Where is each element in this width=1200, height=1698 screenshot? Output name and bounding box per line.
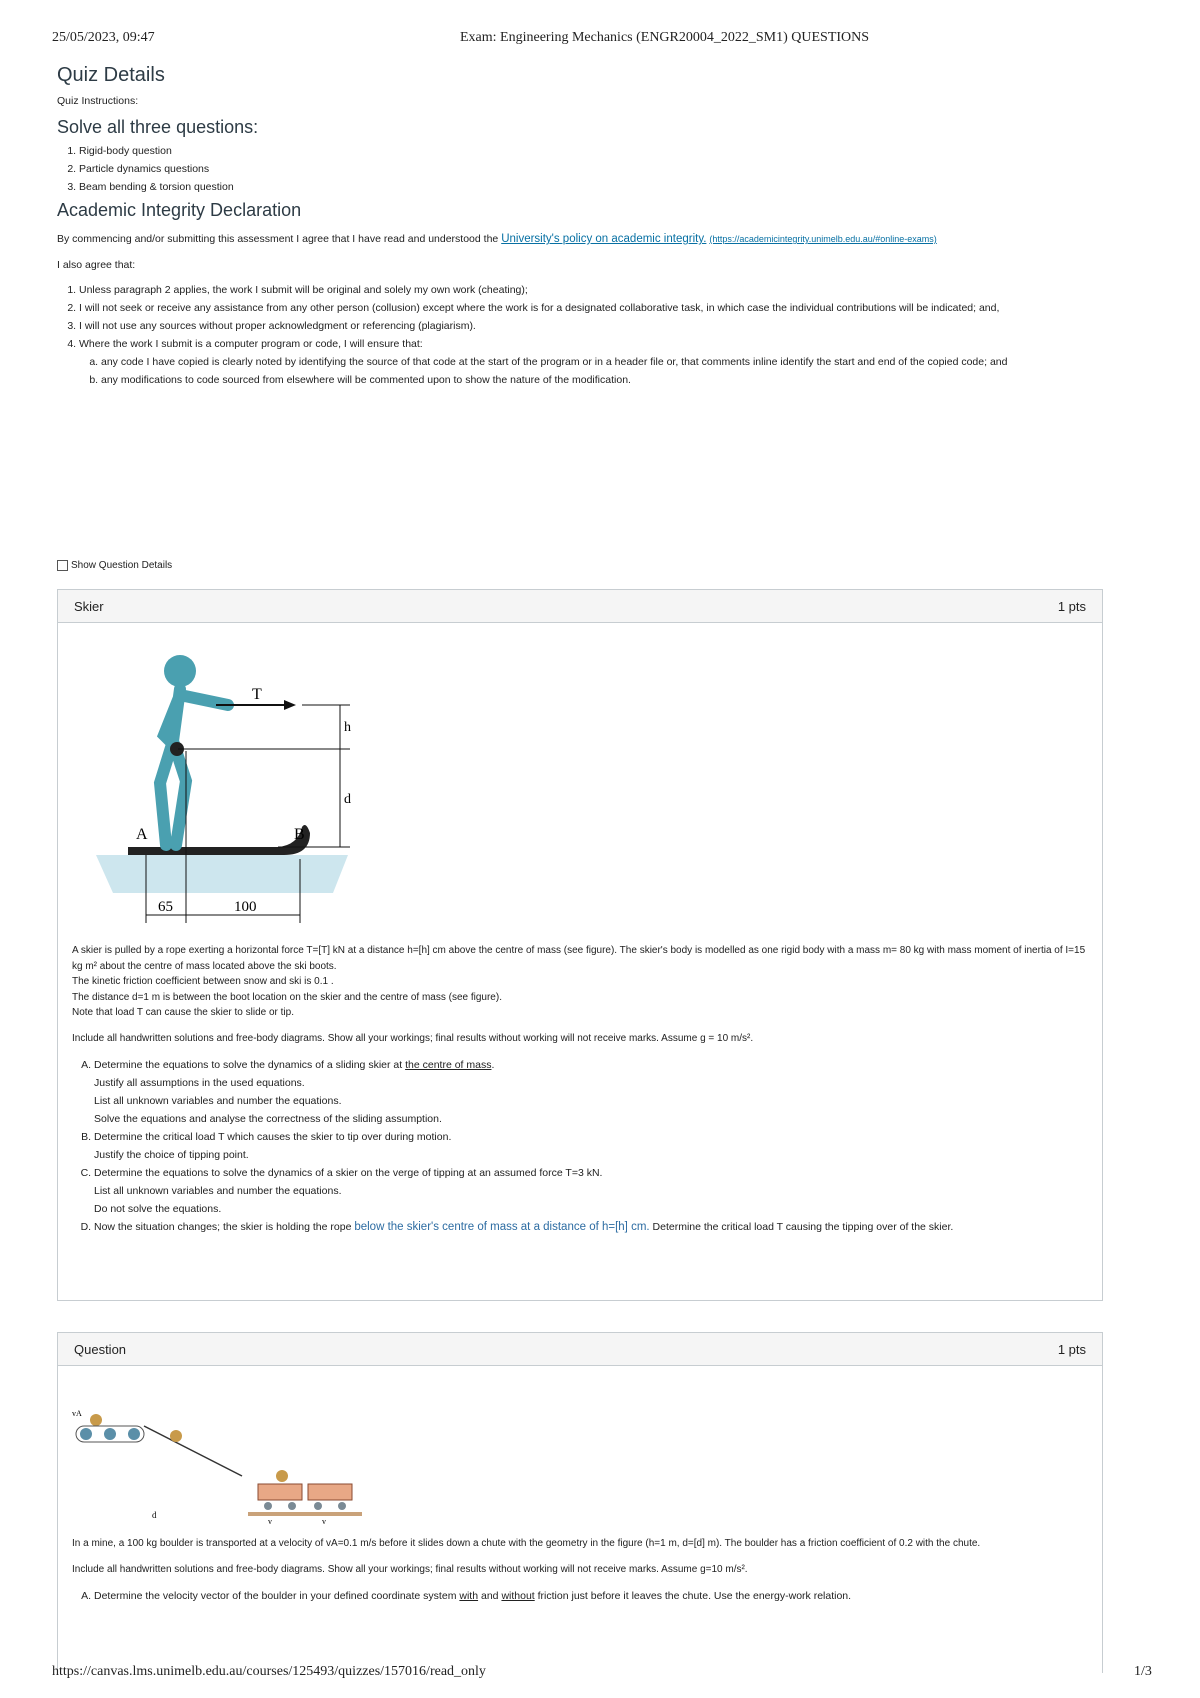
solve-heading: Solve all three questions: [57, 117, 259, 137]
label-65: 65 [158, 899, 173, 915]
wheel [264, 1502, 272, 1510]
list-item: 1. Rigid-body question [79, 142, 1107, 160]
integrity-policy-url[interactable]: (https://academicintegrity.unimelb.edu.au/#online-exams) [709, 234, 937, 244]
print-datetime: 25/05/2023, 09:47 [52, 30, 155, 45]
mine-figure [58, 1366, 1102, 1526]
q1-text: A skier is pulled by a rope exerting a horizontal force T=[T] kN at a distance h=[h] cm above the centre of mass (see figure). The skier's body is modelled as one rigid body with a mass m= 80 kg with mass moment of inertia of I=15 kg m² about the centre of mass located above the ski boots. [72, 945, 1086, 972]
list-item: 1. Unless paragraph 2 applies, the work I submit will be original and solely my own work (cheating); [79, 281, 1107, 299]
part-underline: with [459, 1590, 479, 1602]
question-mine [57, 1332, 1103, 1673]
skier-head [164, 655, 196, 687]
part-highlight: below the skier's centre of mass at a distance of h=[h] cm. [354, 1221, 650, 1233]
list-item [94, 1056, 1088, 1128]
q2-parts [72, 1587, 1088, 1605]
list-item-text: Where the work I submit is a computer program or code, I will ensure that: [79, 338, 423, 350]
roller [104, 1428, 116, 1440]
part-underline: the centre of mass [405, 1059, 492, 1071]
footer-url: https://canvas.lms.unimelb.edu.au/courses/125493/quizzes/157016/read_only [52, 1664, 486, 1679]
question-header [58, 1333, 1102, 1366]
quiz-details [57, 64, 1107, 389]
label-T: T [252, 686, 262, 703]
snow-ground [96, 855, 348, 893]
q2-text: In a mine, a 100 kg boulder is transported at a velocity of vA=0.1 m/s before it slides down a chute with the geometry in the figure (h=1 m, d=[d] m). The boulder has a friction coefficient of 0.2 with the chute. [72, 1538, 981, 1549]
label-100: 100 [234, 899, 257, 915]
part-text: . [491, 1059, 495, 1071]
integrity-sentence: By commencing and/or submitting this assessment I agree that I have read and understood the [57, 233, 499, 245]
question-points: 1 pts [1057, 598, 1086, 614]
question-title: Skier [74, 598, 104, 614]
skier-body [160, 689, 228, 845]
skier-figure [58, 623, 1102, 933]
list-item [94, 1218, 1088, 1236]
part-text: Determine the equations to solve the dynamics of a skier on the verge of tipping at an assumed force T=3 kN. [94, 1167, 603, 1179]
integrity-policy-link[interactable]: University's policy on academic integrity. [501, 233, 707, 245]
cart [308, 1484, 352, 1500]
list-item [94, 1164, 1088, 1218]
rail [248, 1512, 362, 1516]
label-h: h [344, 720, 351, 735]
list-item [94, 1587, 1088, 1605]
roller [80, 1428, 92, 1440]
agree-list [57, 281, 1107, 389]
part-text: Now the situation changes; the skier is holding the rope [94, 1221, 352, 1233]
list-item [79, 335, 1107, 389]
part-text: Determine the velocity vector of the boulder in your defined coordinate system [94, 1590, 457, 1602]
cart [258, 1484, 302, 1500]
questions-list [57, 142, 1107, 196]
part-line: Justify the choice of tipping point. [94, 1149, 249, 1161]
part-line: Justify all assumptions in the used equations. [94, 1077, 305, 1089]
print-title: Exam: Engineering Mechanics (ENGR20004_2022_SM1) QUESTIONS [460, 30, 870, 45]
part-line: Do not solve the equations. [94, 1203, 222, 1215]
show-details-label: Show Question Details [71, 560, 173, 571]
show-details-checkbox[interactable] [57, 560, 68, 571]
chute [144, 1426, 242, 1476]
ski [128, 825, 310, 855]
list-item: 3. I will not use any sources without proper acknowledgment or referencing (plagiarism). [79, 317, 1107, 335]
part-text: Determine the critical load T causing the tipping over of the skier. [652, 1221, 954, 1233]
list-item: 3. Beam bending & torsion question [79, 178, 1107, 196]
part-text: and [480, 1590, 499, 1602]
label-v2: v [322, 1517, 326, 1526]
question-title: Question [74, 1341, 127, 1357]
q1-text: Include all handwritten solutions and free-body diagrams. Show all your workings; final results without working will not receive marks. Assume g = 10 m/s². [72, 1032, 754, 1044]
part-underline: without [501, 1590, 535, 1602]
part-text: Determine the equations to solve the dynamics of a sliding skier at [94, 1059, 403, 1071]
list-item: 2. Particle dynamics questions [79, 160, 1107, 178]
chute-diagram [72, 1366, 392, 1526]
footer-page: 1/3 [1134, 1664, 1152, 1679]
list-item [94, 1128, 1088, 1164]
code-list [79, 353, 1107, 389]
label-d: d [344, 792, 351, 807]
show-question-details[interactable] [57, 560, 172, 571]
label-vA: vA [72, 1409, 82, 1418]
q1-text: The kinetic friction coefficient between snow and ski is 0.1 . [72, 976, 334, 987]
wheel [338, 1502, 346, 1510]
list-item: b. any modifications to code sourced from elsewhere will be commented upon to show the nature of the modification. [101, 371, 1107, 389]
integrity-heading: Academic Integrity Declaration [57, 200, 302, 220]
list-item: 2. I will not seek or receive any assistance from any other person (collusion) except where the work is for a designated collaborative task, in which case the individual contributions will be indicated; and, [79, 299, 1107, 317]
part-line: List all unknown variables and number the equations. [94, 1095, 342, 1107]
skier-diagram [88, 623, 388, 933]
label-v1: v [268, 1517, 272, 1526]
q1-parts [72, 1056, 1088, 1236]
question-body [58, 1526, 1102, 1615]
q1-text: The distance d=1 m is between the boot location on the skier and the centre of mass (see figure). [72, 991, 502, 1003]
part-line: Solve the equations and analyse the correctness of the sliding assumption. [94, 1113, 442, 1125]
quiz-instructions-label: Quiz Instructions: [57, 95, 139, 107]
label-B: B [294, 826, 305, 843]
part-text: Determine the critical load T which causes the skier to tip over during motion. [94, 1131, 452, 1143]
part-text: friction just before it leaves the chute. Use the energy-work relation. [537, 1590, 852, 1602]
roller [128, 1428, 140, 1440]
label-d: d [152, 1510, 157, 1520]
force-arrow [284, 700, 296, 710]
boulder [170, 1430, 182, 1442]
part-line: List all unknown variables and number the equations. [94, 1185, 342, 1197]
wheel [314, 1502, 322, 1510]
wheel [288, 1502, 296, 1510]
quiz-details-title: Quiz Details [57, 64, 165, 86]
q2-text: Include all handwritten solutions and free-body diagrams. Show all your workings; final results without working will not receive marks. Assume g=10 m/s². [72, 1563, 748, 1575]
integrity-text [57, 231, 1107, 247]
label-A: A [136, 826, 148, 843]
list-item: a. any code I have copied is clearly noted by identifying the source of that code at the start of the program or in a header file or, that comments inline identify the start and end of the copied code; and [101, 353, 1107, 371]
boulder [90, 1414, 102, 1426]
boulder [276, 1470, 288, 1482]
question-points: 1 pts [1057, 1341, 1086, 1357]
question-body [58, 933, 1102, 1246]
question-header [58, 590, 1102, 623]
q1-text: Note that load T can cause the skier to slide or tip. [72, 1007, 294, 1018]
agree-text: I also agree that: [57, 259, 136, 271]
question-skier [57, 589, 1103, 1301]
